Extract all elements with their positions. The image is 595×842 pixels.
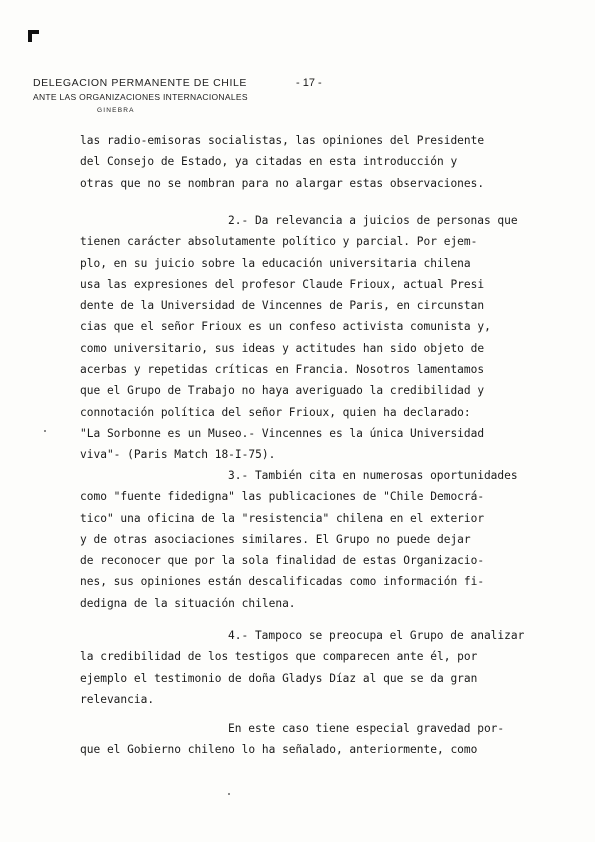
text-line: connotación política del señor Frioux, quien ha declarado:	[80, 405, 471, 419]
text-line: otras que no se nombran para no alargar estas observaciones.	[80, 176, 485, 190]
scan-speck	[228, 793, 230, 795]
text-line: relevancia.	[80, 692, 155, 706]
paragraph-2	[80, 210, 550, 466]
text-line: ejemplo el testimonio de doña Gladys Díaz al que se da gran	[80, 671, 478, 685]
scan-speck	[44, 430, 46, 432]
paragraph-3	[80, 465, 550, 614]
text-line: tico" una oficina de la "resistencia" chilena en el exterior	[80, 511, 485, 525]
text-line: 2.- Da relevancia a juicios de personas que	[228, 214, 518, 227]
text-line: dente de la Universidad de Vincennes de Paris, en circunstan	[80, 299, 485, 313]
text-line: usa las expresiones del profesor Claude Frioux, actual Presi	[80, 277, 485, 291]
text-line: 3.- También cita en numerosas oportunidades	[228, 469, 518, 482]
text-line: las radio-emisoras socialistas, las opiniones del Presidente	[80, 134, 485, 147]
text-line: tienen carácter absolutamente político y parcial. Por ejem-	[80, 235, 478, 249]
text-line: como "fuente fidedigna" las publicaciones de "Chile Democrá-	[80, 490, 485, 504]
text-line: 4.- Tampoco se preocupa el Grupo de analizar	[228, 629, 525, 642]
text-line: viva"- (Paris Match 18-I-75).	[80, 448, 276, 462]
text-line: acerbas y repetidas críticas en Francia. Nosotros lamentamos	[80, 363, 485, 377]
text-line: dedigna de la situación chilena.	[80, 596, 296, 610]
text-line: "La Sorbonne es un Museo.- Vincennes es la única Universidad	[80, 426, 485, 440]
letterhead-line-2: ANTE LAS ORGANIZACIONES INTERNACIONALES	[33, 92, 248, 102]
text-line: de reconocer que por la sola finalidad de estas Organizacio-	[80, 554, 485, 568]
text-line: del Consejo de Estado, ya citadas en esta introducción y	[80, 155, 458, 169]
paragraph-1	[80, 130, 550, 194]
paragraph-5	[80, 718, 550, 761]
corner-mark-icon	[28, 30, 37, 42]
letterhead	[33, 77, 248, 114]
text-line: que el Grupo de Trabajo no haya averiguado la credibilidad y	[80, 384, 485, 398]
text-line: como universitario, sus ideas y actitudes han sido objeto de	[80, 341, 485, 355]
text-line: y de otras asociaciones similares. El Grupo no puede dejar	[80, 532, 471, 546]
text-line: cias que el señor Frioux es un confeso activista comunista y,	[80, 320, 491, 334]
text-line: En este caso tiene especial gravedad por-	[228, 722, 505, 735]
letterhead-line-1: DELEGACION PERMANENTE DE CHILE	[33, 77, 248, 89]
text-line: nes, sus opiniones están descalificadas como información fi-	[80, 575, 485, 589]
text-line: plo, en su juicio sobre la educación universitaria chilena	[80, 256, 471, 270]
paragraph-4	[80, 625, 550, 710]
letterhead-city: GINEBRA	[97, 107, 135, 114]
text-line: que el Gobierno chileno lo ha señalado, anteriormente, como	[80, 743, 478, 757]
text-line: la credibilidad de los testigos que comparecen ante él, por	[80, 650, 478, 664]
page-number: - 17 -	[296, 77, 322, 89]
